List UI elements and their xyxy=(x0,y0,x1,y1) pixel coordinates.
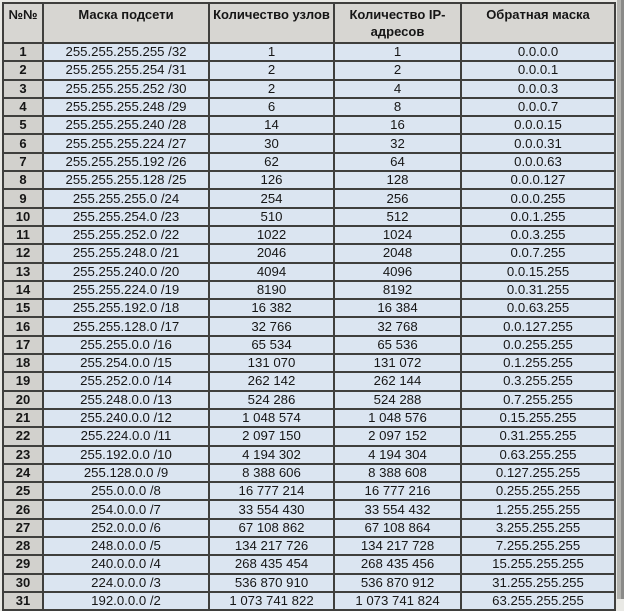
cell-mask: 255.248.0.0 /13 xyxy=(43,391,209,409)
cell-ips: 1024 xyxy=(334,226,461,244)
table-row xyxy=(3,189,615,207)
table-row xyxy=(3,519,615,537)
table-row xyxy=(3,354,615,372)
cell-num: 31 xyxy=(3,592,43,610)
cell-hosts: 16 382 xyxy=(209,299,334,317)
cell-ips: 4096 xyxy=(334,263,461,281)
cell-num: 12 xyxy=(3,244,43,262)
cell-hosts: 1 073 741 822 xyxy=(209,592,334,610)
cell-num: 15 xyxy=(3,299,43,317)
cell-hosts: 33 554 430 xyxy=(209,500,334,518)
cell-ips: 4 xyxy=(334,80,461,98)
cell-ips: 524 288 xyxy=(334,391,461,409)
cell-wildcard: 0.63.255.255 xyxy=(461,446,615,464)
cell-mask: 255.255.255.240 /28 xyxy=(43,116,209,134)
cell-num: 7 xyxy=(3,153,43,171)
cell-wildcard: 0.0.31.255 xyxy=(461,281,615,299)
cell-ips: 512 xyxy=(334,208,461,226)
cell-wildcard: 0.255.255.255 xyxy=(461,482,615,500)
cell-ips: 268 435 456 xyxy=(334,555,461,573)
cell-wildcard: 0.0.0.7 xyxy=(461,98,615,116)
cell-mask: 255.254.0.0 /15 xyxy=(43,354,209,372)
cell-wildcard: 0.0.255.255 xyxy=(461,336,615,354)
cell-hosts: 32 766 xyxy=(209,317,334,335)
cell-ips: 2048 xyxy=(334,244,461,262)
cell-mask: 255.255.255.192 /26 xyxy=(43,153,209,171)
cell-mask: 224.0.0.0 /3 xyxy=(43,574,209,592)
cell-wildcard: 0.127.255.255 xyxy=(461,464,615,482)
cell-mask: 255.255.255.128 /25 xyxy=(43,171,209,189)
table-row xyxy=(3,134,615,152)
cell-mask: 255.255.252.0 /22 xyxy=(43,226,209,244)
cell-hosts: 65 534 xyxy=(209,336,334,354)
cell-ips: 32 xyxy=(334,134,461,152)
table-row xyxy=(3,555,615,573)
cell-num: 20 xyxy=(3,391,43,409)
table-row xyxy=(3,263,615,281)
cell-hosts: 16 777 214 xyxy=(209,482,334,500)
cell-num: 22 xyxy=(3,427,43,445)
cell-ips: 128 xyxy=(334,171,461,189)
cell-hosts: 4094 xyxy=(209,263,334,281)
cell-hosts: 4 194 302 xyxy=(209,446,334,464)
cell-ips: 1 073 741 824 xyxy=(334,592,461,610)
cell-hosts: 2 xyxy=(209,61,334,79)
cell-wildcard: 31.255.255.255 xyxy=(461,574,615,592)
table-row xyxy=(3,208,615,226)
cell-mask: 255.255.248.0 /21 xyxy=(43,244,209,262)
cell-wildcard: 0.31.255.255 xyxy=(461,427,615,445)
cell-mask: 254.0.0.0 /7 xyxy=(43,500,209,518)
table-header xyxy=(3,3,615,43)
cell-wildcard: 0.15.255.255 xyxy=(461,409,615,427)
cell-hosts: 1022 xyxy=(209,226,334,244)
cell-num: 25 xyxy=(3,482,43,500)
cell-ips: 134 217 728 xyxy=(334,537,461,555)
cell-wildcard: 0.0.15.255 xyxy=(461,263,615,281)
cell-num: 5 xyxy=(3,116,43,134)
header-host-count: Количество узлов xyxy=(209,3,334,43)
cell-wildcard: 0.7.255.255 xyxy=(461,391,615,409)
header-wildcard-mask: Обратная маска xyxy=(461,3,615,43)
cell-ips: 67 108 864 xyxy=(334,519,461,537)
table-row xyxy=(3,43,615,61)
table-row xyxy=(3,116,615,134)
cell-ips: 16 384 xyxy=(334,299,461,317)
table-row xyxy=(3,244,615,262)
cell-ips: 32 768 xyxy=(334,317,461,335)
cell-hosts: 524 286 xyxy=(209,391,334,409)
table-row xyxy=(3,592,615,610)
cell-ips: 256 xyxy=(334,189,461,207)
cell-ips: 65 536 xyxy=(334,336,461,354)
table-row xyxy=(3,171,615,189)
cell-num: 11 xyxy=(3,226,43,244)
cell-mask: 192.0.0.0 /2 xyxy=(43,592,209,610)
cell-wildcard: 0.0.0.127 xyxy=(461,171,615,189)
cell-mask: 255.255.224.0 /19 xyxy=(43,281,209,299)
cell-hosts: 268 435 454 xyxy=(209,555,334,573)
cell-num: 16 xyxy=(3,317,43,335)
cell-hosts: 1 048 574 xyxy=(209,409,334,427)
cell-wildcard: 0.0.7.255 xyxy=(461,244,615,262)
cell-mask: 255.192.0.0 /10 xyxy=(43,446,209,464)
cell-num: 2 xyxy=(3,61,43,79)
table-body xyxy=(3,43,615,610)
cell-ips: 2 xyxy=(334,61,461,79)
cell-mask: 255.255.128.0 /17 xyxy=(43,317,209,335)
cell-mask: 255.128.0.0 /9 xyxy=(43,464,209,482)
cell-ips: 33 554 432 xyxy=(334,500,461,518)
cell-ips: 8 388 608 xyxy=(334,464,461,482)
cell-hosts: 536 870 910 xyxy=(209,574,334,592)
cell-wildcard: 0.0.0.15 xyxy=(461,116,615,134)
cell-mask: 255.255.255.0 /24 xyxy=(43,189,209,207)
cell-hosts: 8190 xyxy=(209,281,334,299)
cell-wildcard: 0.1.255.255 xyxy=(461,354,615,372)
cell-hosts: 30 xyxy=(209,134,334,152)
cell-mask: 255.255.255.255 /32 xyxy=(43,43,209,61)
cell-mask: 255.255.254.0 /23 xyxy=(43,208,209,226)
cell-num: 13 xyxy=(3,263,43,281)
table-row xyxy=(3,409,615,427)
cell-mask: 255.255.240.0 /20 xyxy=(43,263,209,281)
cell-ips: 16 777 216 xyxy=(334,482,461,500)
cell-hosts: 14 xyxy=(209,116,334,134)
cell-wildcard: 0.0.1.255 xyxy=(461,208,615,226)
cell-mask: 255.0.0.0 /8 xyxy=(43,482,209,500)
cell-mask: 255.255.255.254 /31 xyxy=(43,61,209,79)
cell-hosts: 131 070 xyxy=(209,354,334,372)
table-row xyxy=(3,317,615,335)
table-row xyxy=(3,61,615,79)
cell-mask: 255.255.192.0 /18 xyxy=(43,299,209,317)
cell-mask: 255.240.0.0 /12 xyxy=(43,409,209,427)
header-number: №№ xyxy=(3,3,43,43)
cell-mask: 255.224.0.0 /11 xyxy=(43,427,209,445)
cell-num: 3 xyxy=(3,80,43,98)
cell-hosts: 510 xyxy=(209,208,334,226)
table-row xyxy=(3,281,615,299)
table-row xyxy=(3,391,615,409)
cell-wildcard: 0.0.0.255 xyxy=(461,189,615,207)
cell-wildcard: 0.3.255.255 xyxy=(461,372,615,390)
table-row xyxy=(3,80,615,98)
table-row xyxy=(3,336,615,354)
cell-wildcard: 0.0.63.255 xyxy=(461,299,615,317)
cell-wildcard: 0.0.0.0 xyxy=(461,43,615,61)
cell-num: 1 xyxy=(3,43,43,61)
cell-ips: 131 072 xyxy=(334,354,461,372)
cell-ips: 1 xyxy=(334,43,461,61)
cell-ips: 16 xyxy=(334,116,461,134)
table-header-row xyxy=(3,3,615,43)
cell-num: 27 xyxy=(3,519,43,537)
cell-wildcard: 63.255.255.255 xyxy=(461,592,615,610)
cell-hosts: 2 097 150 xyxy=(209,427,334,445)
table-row xyxy=(3,226,615,244)
cell-ips: 8192 xyxy=(334,281,461,299)
cell-hosts: 254 xyxy=(209,189,334,207)
cell-wildcard: 1.255.255.255 xyxy=(461,500,615,518)
table-row xyxy=(3,482,615,500)
cell-num: 21 xyxy=(3,409,43,427)
cell-ips: 4 194 304 xyxy=(334,446,461,464)
cell-num: 8 xyxy=(3,171,43,189)
cell-ips: 536 870 912 xyxy=(334,574,461,592)
cell-ips: 64 xyxy=(334,153,461,171)
cell-hosts: 67 108 862 xyxy=(209,519,334,537)
cell-mask: 255.255.255.252 /30 xyxy=(43,80,209,98)
cell-wildcard: 0.0.0.31 xyxy=(461,134,615,152)
header-subnet-mask: Маска подсети xyxy=(43,3,209,43)
cell-num: 26 xyxy=(3,500,43,518)
cell-wildcard: 0.0.127.255 xyxy=(461,317,615,335)
cell-num: 9 xyxy=(3,189,43,207)
cell-mask: 255.255.255.224 /27 xyxy=(43,134,209,152)
cell-num: 28 xyxy=(3,537,43,555)
cell-hosts: 6 xyxy=(209,98,334,116)
table-row xyxy=(3,537,615,555)
cell-num: 6 xyxy=(3,134,43,152)
subnet-mask-table xyxy=(2,2,616,611)
cell-num: 18 xyxy=(3,354,43,372)
cell-hosts: 2046 xyxy=(209,244,334,262)
cell-num: 4 xyxy=(3,98,43,116)
cell-mask: 240.0.0.0 /4 xyxy=(43,555,209,573)
cell-mask: 255.252.0.0 /14 xyxy=(43,372,209,390)
cell-mask: 252.0.0.0 /6 xyxy=(43,519,209,537)
cell-wildcard: 7.255.255.255 xyxy=(461,537,615,555)
header-ip-count: Количество IP-адресов xyxy=(334,3,461,43)
cell-hosts: 8 388 606 xyxy=(209,464,334,482)
cell-ips: 8 xyxy=(334,98,461,116)
cell-wildcard: 0.0.0.3 xyxy=(461,80,615,98)
table-row xyxy=(3,574,615,592)
cell-hosts: 134 217 726 xyxy=(209,537,334,555)
cell-hosts: 126 xyxy=(209,171,334,189)
table-row xyxy=(3,464,615,482)
cell-wildcard: 0.0.0.63 xyxy=(461,153,615,171)
cell-num: 24 xyxy=(3,464,43,482)
cell-num: 23 xyxy=(3,446,43,464)
cell-num: 19 xyxy=(3,372,43,390)
cell-hosts: 1 xyxy=(209,43,334,61)
cell-wildcard: 3.255.255.255 xyxy=(461,519,615,537)
cell-num: 30 xyxy=(3,574,43,592)
cell-mask: 255.255.0.0 /16 xyxy=(43,336,209,354)
cell-wildcard: 15.255.255.255 xyxy=(461,555,615,573)
cell-wildcard: 0.0.0.1 xyxy=(461,61,615,79)
cell-hosts: 2 xyxy=(209,80,334,98)
table-row xyxy=(3,299,615,317)
cell-hosts: 62 xyxy=(209,153,334,171)
cell-num: 14 xyxy=(3,281,43,299)
cell-num: 10 xyxy=(3,208,43,226)
cell-ips: 2 097 152 xyxy=(334,427,461,445)
cell-ips: 262 144 xyxy=(334,372,461,390)
table-row xyxy=(3,446,615,464)
cell-ips: 1 048 576 xyxy=(334,409,461,427)
table-row xyxy=(3,98,615,116)
cell-mask: 255.255.255.248 /29 xyxy=(43,98,209,116)
cell-num: 29 xyxy=(3,555,43,573)
table-row xyxy=(3,153,615,171)
page-right-margin xyxy=(617,0,624,599)
table-row xyxy=(3,500,615,518)
table-row xyxy=(3,427,615,445)
cell-num: 17 xyxy=(3,336,43,354)
cell-wildcard: 0.0.3.255 xyxy=(461,226,615,244)
table-row xyxy=(3,372,615,390)
cell-hosts: 262 142 xyxy=(209,372,334,390)
cell-mask: 248.0.0.0 /5 xyxy=(43,537,209,555)
